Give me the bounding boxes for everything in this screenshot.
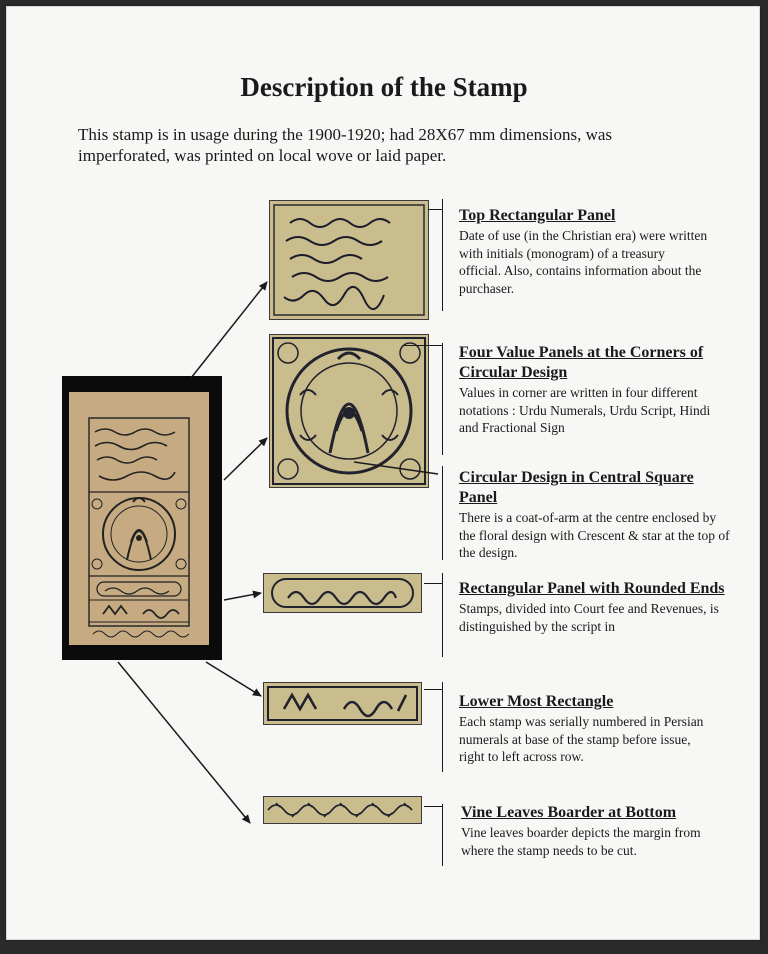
- section-rounded-panel: [459, 579, 729, 651]
- section-body: Date of use (in the Christian era) were written with initials (monogram) of a treasury official. Also, contains information about the purchaser.: [459, 228, 708, 296]
- thumb-rounded-panel: [263, 573, 422, 613]
- section-body: Values in corner are written in four different notations : Urdu Numerals, Urdu Script, Hindi and Fractional Sign: [459, 385, 711, 435]
- tick-value-panels: [404, 345, 442, 346]
- bracket-top-panel: [442, 199, 443, 311]
- section-circular-design: [459, 468, 735, 562]
- section-body: There is a coat-of-arm at the centre enclosed by the floral design with Crescent & star at the top of the design.: [459, 510, 730, 560]
- section-heading: Rectangular Panel with Rounded Ends: [459, 580, 725, 597]
- thumb-serial-rectangle: [263, 682, 422, 725]
- tick-vine-border: [424, 806, 442, 807]
- thumb-vine-border: [263, 796, 422, 824]
- bracket-circular-design: [442, 466, 443, 560]
- bracket-rounded-panel: [442, 573, 443, 657]
- section-heading: Lower Most Rectangle: [459, 693, 614, 710]
- intro-paragraph: This stamp is in usage during the 1900-1920; had 28X67 mm dimensions, was imperforated, was printed on local wove or laid paper.: [78, 125, 613, 165]
- section-top-panel: [459, 206, 709, 297]
- section-heading: Four Value Panels at the Corners of Circular Design: [459, 344, 704, 381]
- bracket-vine-border: [442, 804, 443, 866]
- section-heading: Top Rectangular Panel: [459, 207, 616, 224]
- section-serial-rectangle: [459, 692, 709, 766]
- page-title: Description of the Stamp: [240, 72, 528, 102]
- section-body: Each stamp was serially numbered in Persian numerals at base of the stamp before issue, right to left across row.: [459, 714, 704, 764]
- tick-top-panel: [428, 209, 442, 210]
- section-body: Stamps, divided into Court fee and Revenues, is distinguished by the script in: [459, 601, 719, 634]
- section-vine-border: [461, 803, 721, 859]
- thumb-top-panel: [269, 200, 429, 320]
- tick-rounded-panel: [424, 583, 442, 584]
- bracket-value-panels: [442, 343, 443, 455]
- tick-serial-rectangle: [424, 689, 442, 690]
- section-heading: Circular Design in Central Square Panel: [459, 469, 694, 506]
- section-value-panels: [459, 343, 729, 437]
- full-stamp-image: [69, 392, 209, 645]
- section-heading: Vine Leaves Boarder at Bottom: [461, 804, 677, 821]
- thumb-circular-panel: [269, 334, 429, 488]
- bracket-serial-rectangle: [442, 682, 443, 772]
- section-body: Vine leaves boarder depicts the margin from where the stamp needs to be cut.: [461, 825, 701, 858]
